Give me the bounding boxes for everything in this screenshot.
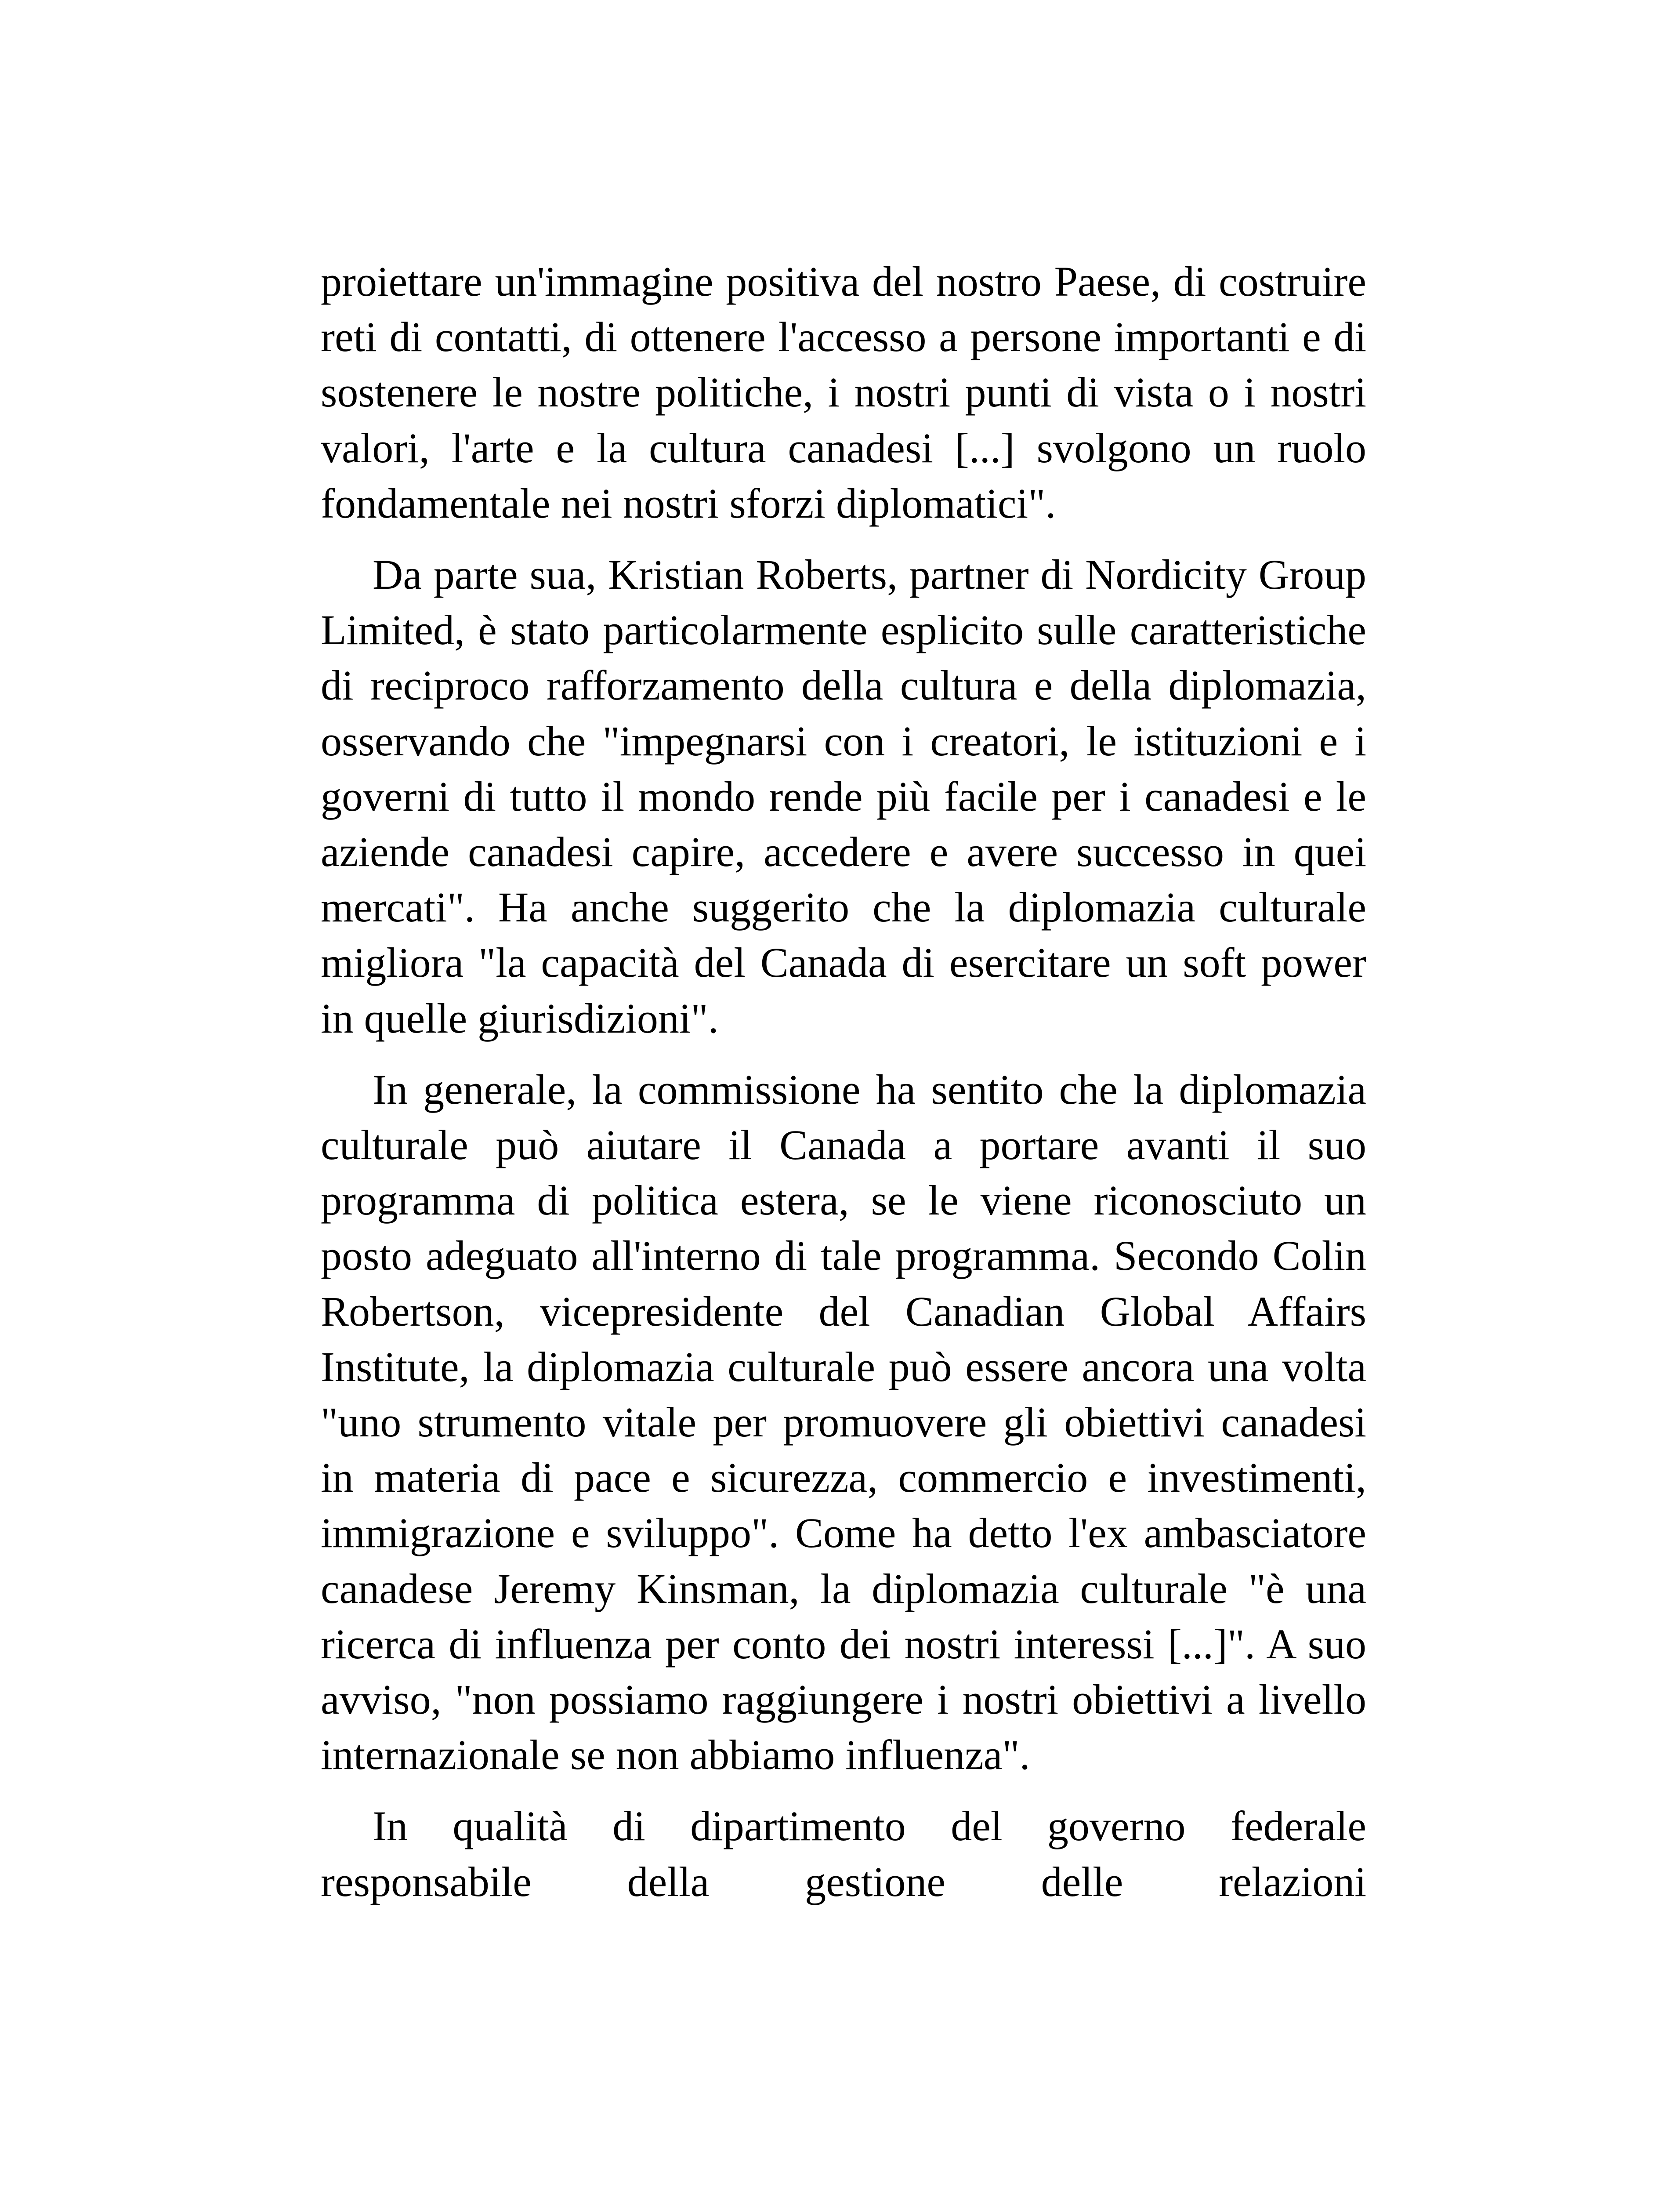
paragraph-kristian-roberts: Da parte sua, Kristian Roberts, partner di Nordicity Group Limited, è stato particolarmente esplicito sulle caratteristiche di reciproco rafforzamento della cultura e della diplomazia, osservando che "impegnarsi con i creatori, le istituzioni e i governi di tutto il mondo rende più facile per i canadesi e le aziende canadesi capire, accedere e avere successo in quei mercati". Ha anche suggerito che la diplomazia culturale migliora "la capacità del Canada di esercitare un soft power in quelle giurisdizioni". [321,551,1366,1042]
paragraph-colin-robertson: In generale, la commissione ha sentito che la diplomazia culturale può aiutare il Canada a portare avanti il suo programma di politica estera, se le viene riconosciuto un posto adeguato all'interno di tale programma. Secondo Colin Robertson, vicepresidente del Canadian Global Affairs Institute, la diplomazia culturale può essere ancora una volta "uno strumento vitale per promuovere gli obiettivi canadesi in materia di pace e sicurezza, commercio e investimenti, immigrazione e sviluppo". Come ha detto l'ex ambasciatore canadese Jeremy Kinsman, la diplomazia culturale "è una ricerca di influenza per conto dei nostri interessi [...]". A suo avviso, "non possiamo raggiungere i nostri obiettivi a livello internazionale se non abbiamo influenza". [321,1066,1366,1779]
paragraph-continuation: proiettare un'immagine positiva del nostro Paese, di costruire reti di contatti, di ottenere l'accesso a persone importanti e di sostenere le nostre politiche, i nostri punti di vista o i nostri valori, l'arte e la cultura canadesi [...] svolgono un ruolo fondamentale nei nostri sforzi diplomatici". [321,258,1366,527]
body-text [321,254,1366,1910]
paragraph-federal-department: In qualità di dipartimento del governo federale responsabile della gestione delle relazioni [321,1802,1366,1905]
